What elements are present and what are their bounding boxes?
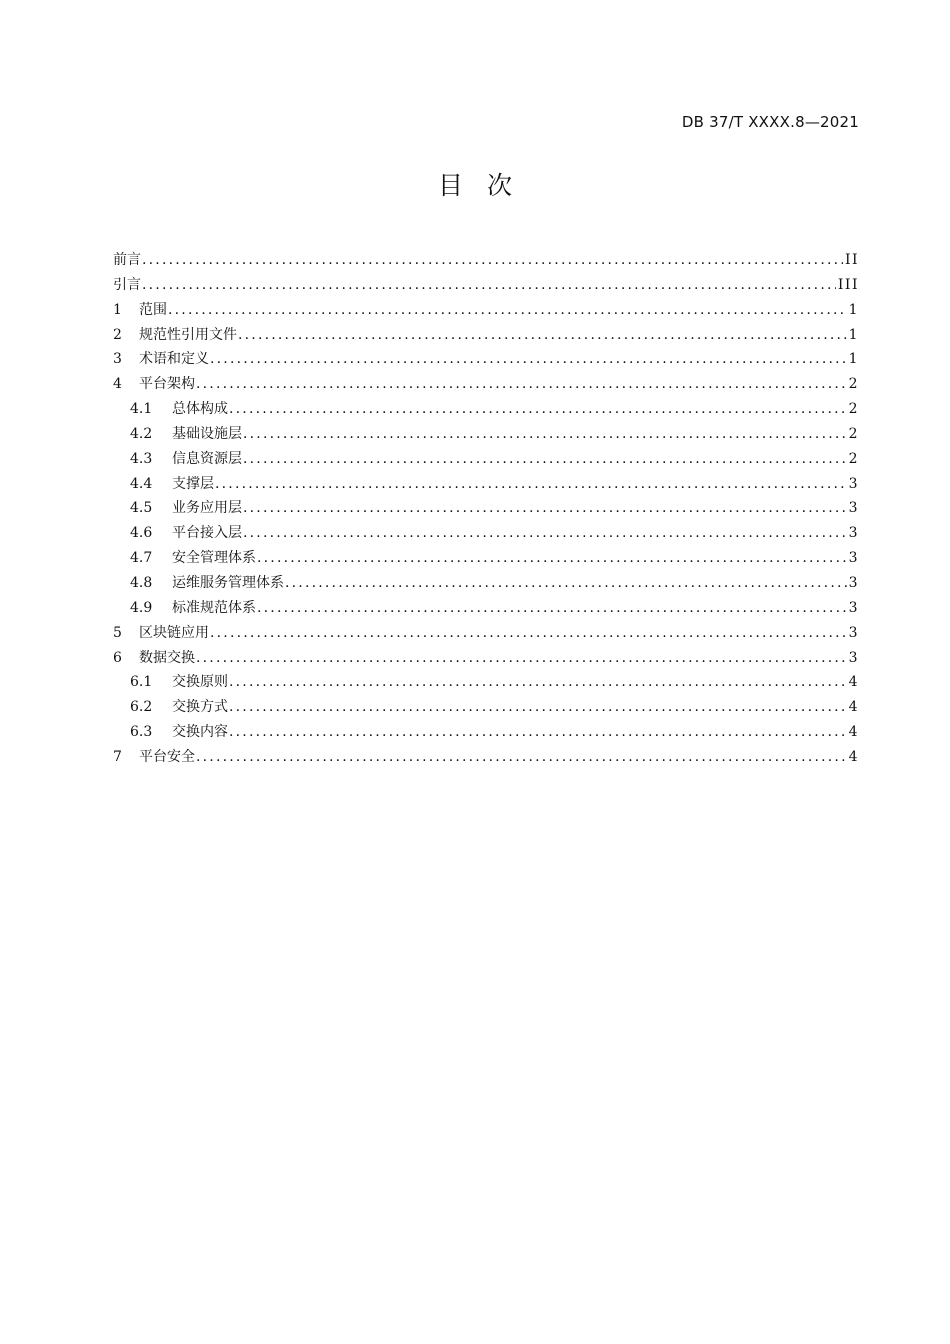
page-title-part-1: 目: [437, 171, 463, 200]
toc-entry[interactable]: [113, 248, 859, 273]
toc-dot-leader: [257, 546, 847, 571]
toc-entry[interactable]: [113, 670, 859, 695]
toc-entry[interactable]: [113, 397, 859, 422]
toc-entry-page: 1: [848, 326, 859, 343]
toc-entry[interactable]: [113, 646, 859, 671]
toc-dot-leader: [243, 447, 847, 472]
toc-dot-leader: [257, 596, 847, 621]
toc-entry-number: 5: [113, 624, 122, 641]
toc-dot-leader: [229, 695, 847, 720]
toc-entry-label: 交换原则: [172, 674, 228, 691]
toc-entry[interactable]: [113, 720, 859, 745]
toc-entry-page: 1: [848, 351, 859, 368]
toc-entry[interactable]: [113, 546, 859, 571]
toc-dot-leader: [196, 745, 847, 770]
toc-entry-page: 2: [848, 450, 859, 467]
toc-entry-label: 平台接入层: [172, 525, 242, 542]
toc-entry-number: 1: [113, 301, 122, 318]
toc-entry-number: 4.4: [130, 475, 153, 492]
toc-entry-number: 6.2: [130, 699, 153, 716]
toc-entry[interactable]: [113, 695, 859, 720]
toc-entry-number: 4.3: [130, 450, 153, 467]
toc-entry[interactable]: [113, 298, 859, 323]
toc-entry-label: 术语和定义: [139, 351, 209, 368]
toc-entry-label: 总体构成: [172, 401, 228, 418]
page-title-part-2: 次: [487, 171, 513, 200]
toc-entry-number: 4.8: [130, 574, 153, 591]
toc-entry-label: 平台安全: [139, 748, 195, 765]
toc-entry[interactable]: [113, 447, 859, 472]
toc-entry-number: 3: [113, 351, 122, 368]
toc-entry-number: 6: [113, 649, 122, 666]
toc-dot-leader: [196, 372, 847, 397]
toc-entry-number: 6.1: [130, 674, 153, 691]
toc-dot-leader: [215, 472, 847, 497]
toc-entry[interactable]: [113, 596, 859, 621]
toc-entry-page: 1: [848, 301, 859, 318]
toc-entry-number: 4.1: [130, 401, 153, 418]
toc-dot-leader: [229, 720, 847, 745]
toc-dot-leader: [142, 273, 836, 298]
toc-entry[interactable]: [113, 621, 859, 646]
toc-dot-leader: [243, 521, 847, 546]
toc-entry-number: 4.7: [130, 550, 153, 567]
toc-entry-label: 数据交换: [139, 649, 195, 666]
toc-dot-leader: [196, 646, 847, 671]
toc-entry[interactable]: [113, 745, 859, 770]
toc-entry-page: 4: [848, 699, 859, 716]
toc-entry-page: 3: [848, 550, 859, 567]
toc-entry-page: 3: [848, 574, 859, 591]
toc-dot-leader: [238, 323, 847, 348]
toc-dot-leader: [168, 298, 847, 323]
toc-entry-page: 3: [848, 525, 859, 542]
toc-entry[interactable]: [113, 323, 859, 348]
toc-dot-leader: [210, 347, 847, 372]
toc-entry-number: 2: [113, 326, 122, 343]
toc-entry-page: 4: [848, 748, 859, 765]
toc-entry-label: 安全管理体系: [172, 550, 256, 567]
toc-entry-page: 3: [848, 500, 859, 517]
toc-dot-leader: [142, 248, 843, 273]
toc-entry[interactable]: [113, 571, 859, 596]
toc-entry-page: 4: [848, 724, 859, 741]
toc-entry-label: 平台架构: [139, 376, 195, 393]
toc-entry-label: 业务应用层: [172, 500, 242, 517]
toc-entry-page: 2: [848, 401, 859, 418]
toc-entry-page: 2: [848, 425, 859, 442]
toc-entry-number: 6.3: [130, 724, 153, 741]
toc-entry[interactable]: [113, 521, 859, 546]
toc-dot-leader: [229, 670, 847, 695]
toc-entry-label: 基础设施层: [172, 425, 242, 442]
toc-entry-label: 运维服务管理体系: [172, 574, 284, 591]
page-title: [0, 166, 950, 202]
toc-entry[interactable]: [113, 496, 859, 521]
toc-dot-leader: [243, 496, 847, 521]
toc-entry-label: 交换方式: [172, 699, 228, 716]
document-code: DB 37/T XXXX.8—2021: [681, 113, 859, 131]
toc-entry-number: 4.9: [130, 599, 153, 616]
toc-entry-page: 3: [848, 475, 859, 492]
toc-dot-leader: [243, 422, 847, 447]
toc-entry-label: 规范性引用文件: [139, 326, 237, 343]
toc-entry-page: II: [844, 252, 859, 268]
toc-entry-number: 4.6: [130, 525, 153, 542]
toc-entry-number: 7: [113, 748, 122, 765]
toc-dot-leader: [229, 397, 847, 422]
toc-entry-page: 2: [848, 376, 859, 393]
toc-entry-label: 交换内容: [172, 724, 228, 741]
toc-entry-label: 支撑层: [172, 475, 214, 492]
toc-entry-number: 4.5: [130, 500, 153, 517]
toc-entry-page: 4: [848, 674, 859, 691]
toc-entry-label: 信息资源层: [172, 450, 242, 467]
toc-entry-label: 范围: [139, 301, 167, 318]
toc-dot-leader: [210, 621, 847, 646]
toc-entry[interactable]: [113, 422, 859, 447]
toc-entry-label: 前言: [113, 252, 141, 268]
toc-entry-number: 4.2: [130, 425, 153, 442]
toc-entry-label: 引言: [113, 276, 141, 293]
toc-entry[interactable]: [113, 273, 859, 298]
toc-dot-leader: [285, 571, 847, 596]
toc-entry[interactable]: [113, 372, 859, 397]
toc-entry[interactable]: [113, 347, 859, 372]
toc-entry-page: 3: [848, 624, 859, 641]
toc-entry-label: 区块链应用: [139, 624, 209, 641]
toc-entry-page: 3: [848, 599, 859, 616]
table-of-contents: [113, 248, 859, 770]
toc-entry[interactable]: [113, 472, 859, 497]
toc-entry-label: 标准规范体系: [172, 599, 256, 616]
toc-entry-page: III: [837, 276, 859, 293]
toc-entry-number: 4: [113, 376, 122, 393]
toc-entry-page: 3: [848, 649, 859, 666]
